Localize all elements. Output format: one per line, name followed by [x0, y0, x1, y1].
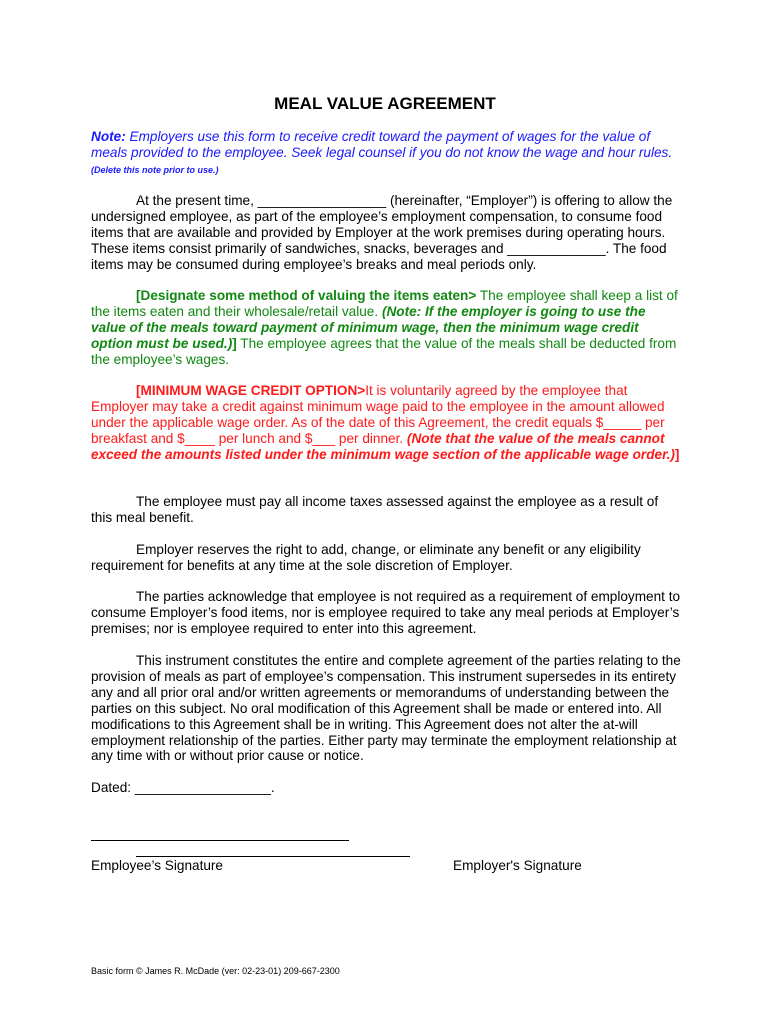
- paragraph-taxes: [91, 494, 681, 526]
- paragraph-acknowledgement-text: The parties acknowledge that employee is not required as a requirement of employment to consume Employer’s food items, nor is employee required to take any meal periods at Employer’s premises; nor is employee required to enter into this agreement.: [91, 589, 681, 636]
- dated-line: Dated: __________________.: [91, 780, 275, 795]
- paragraph-min-wage-credit: [91, 383, 681, 463]
- valuation-text-end: The employee agrees that the value of the meals shall be deducted from the employee’s wages.: [91, 335, 677, 367]
- employee-signature-label: Employee’s Signature: [91, 858, 223, 873]
- paragraph-taxes-text: The employee must pay all income taxes assessed against the employee as a result of this meal benefit.: [91, 494, 659, 525]
- paragraph-offer: [91, 193, 681, 273]
- paragraph-acknowledgement: [91, 589, 681, 637]
- paragraph-valuation: [91, 288, 681, 368]
- employer-signature-line: [136, 856, 410, 857]
- min-wage-text: It is voluntarily agreed by the employee that Employer may take a credit against minimum wage paid to the employee in the amount allowed under the applicable wage order. As of the date of this Agreement, the credit equals $_____ per breakfast and $____ per lunch and $___ per dinner.: [91, 383, 665, 446]
- min-wage-close: ]: [674, 446, 680, 462]
- min-wage-note: (Note that the value of the meals cannot exceed the amounts listed under the minimum wage section of the applicable wage order.): [91, 430, 675, 462]
- paragraph-employer-rights-text: Employer reserves the right to add, change, or eliminate any benefit or any eligibility requirement for benefits at any time at the sole discretion of Employer.: [91, 542, 641, 573]
- note-delete-instruction: (Delete this note prior to use.): [91, 164, 219, 175]
- valuation-text: The employee shall keep a list of the items eaten and their wholesale/retail value.: [91, 288, 678, 319]
- employer-signature-label: Employer's Signature: [453, 858, 582, 873]
- employer-note: [91, 129, 681, 179]
- paragraph-entire-agreement: [91, 653, 681, 764]
- document-title: MEAL VALUE AGREEMENT: [274, 94, 496, 113]
- min-wage-lead: [MINIMUM WAGE CREDIT OPTION>: [136, 383, 366, 398]
- employee-signature-line: [91, 840, 349, 841]
- valuation-lead: [Designate some method of valuing the items eaten>: [136, 288, 477, 303]
- valuation-close: ]: [232, 335, 237, 351]
- paragraph-offer-text: At the present time, _________________ (hereinafter, “Employer”) is offering to allow the undersigned employee, as part of the employee’s employment compensation, to consume food items that are available and provided by Employer at the work premises during operating hours. These items consist primarily of sandwiches, snacks, beverages and _____________. The food items may be consumed during employee’s breaks and meal periods only.: [91, 193, 673, 272]
- paragraph-entire-agreement-text: This instrument constitutes the entire and complete agreement of the parties relating to the provision of meals as part of employee’s compensation. This instrument supersedes in its entirety any and all prior oral and/or written agreements or memorandums of understanding between the parties on this subject. No oral modification of this Agreement shall be made or entered into. All modifications to this Agreement shall be in writing. This Agreement does not alter the at-will employment relationship of the parties. Either party may terminate the employment relationship at any time with or without prior cause or notice.: [91, 653, 681, 764]
- note-text: Employers use this form to receive credit toward the payment of wages for the value of meals provided to the employee. Seek legal counsel if you do not know the wage and hour rules.: [91, 129, 673, 160]
- note-label: Note:: [91, 129, 126, 144]
- footer-copyright: Basic form © James R. McDade (ver: 02-23-01) 209-667-2300: [91, 966, 340, 976]
- valuation-note: (Note: If the employer is going to use the value of the meals toward payment of minimum wage, then the minimum wage credit option must be used.): [91, 303, 646, 351]
- paragraph-employer-rights: [91, 542, 681, 574]
